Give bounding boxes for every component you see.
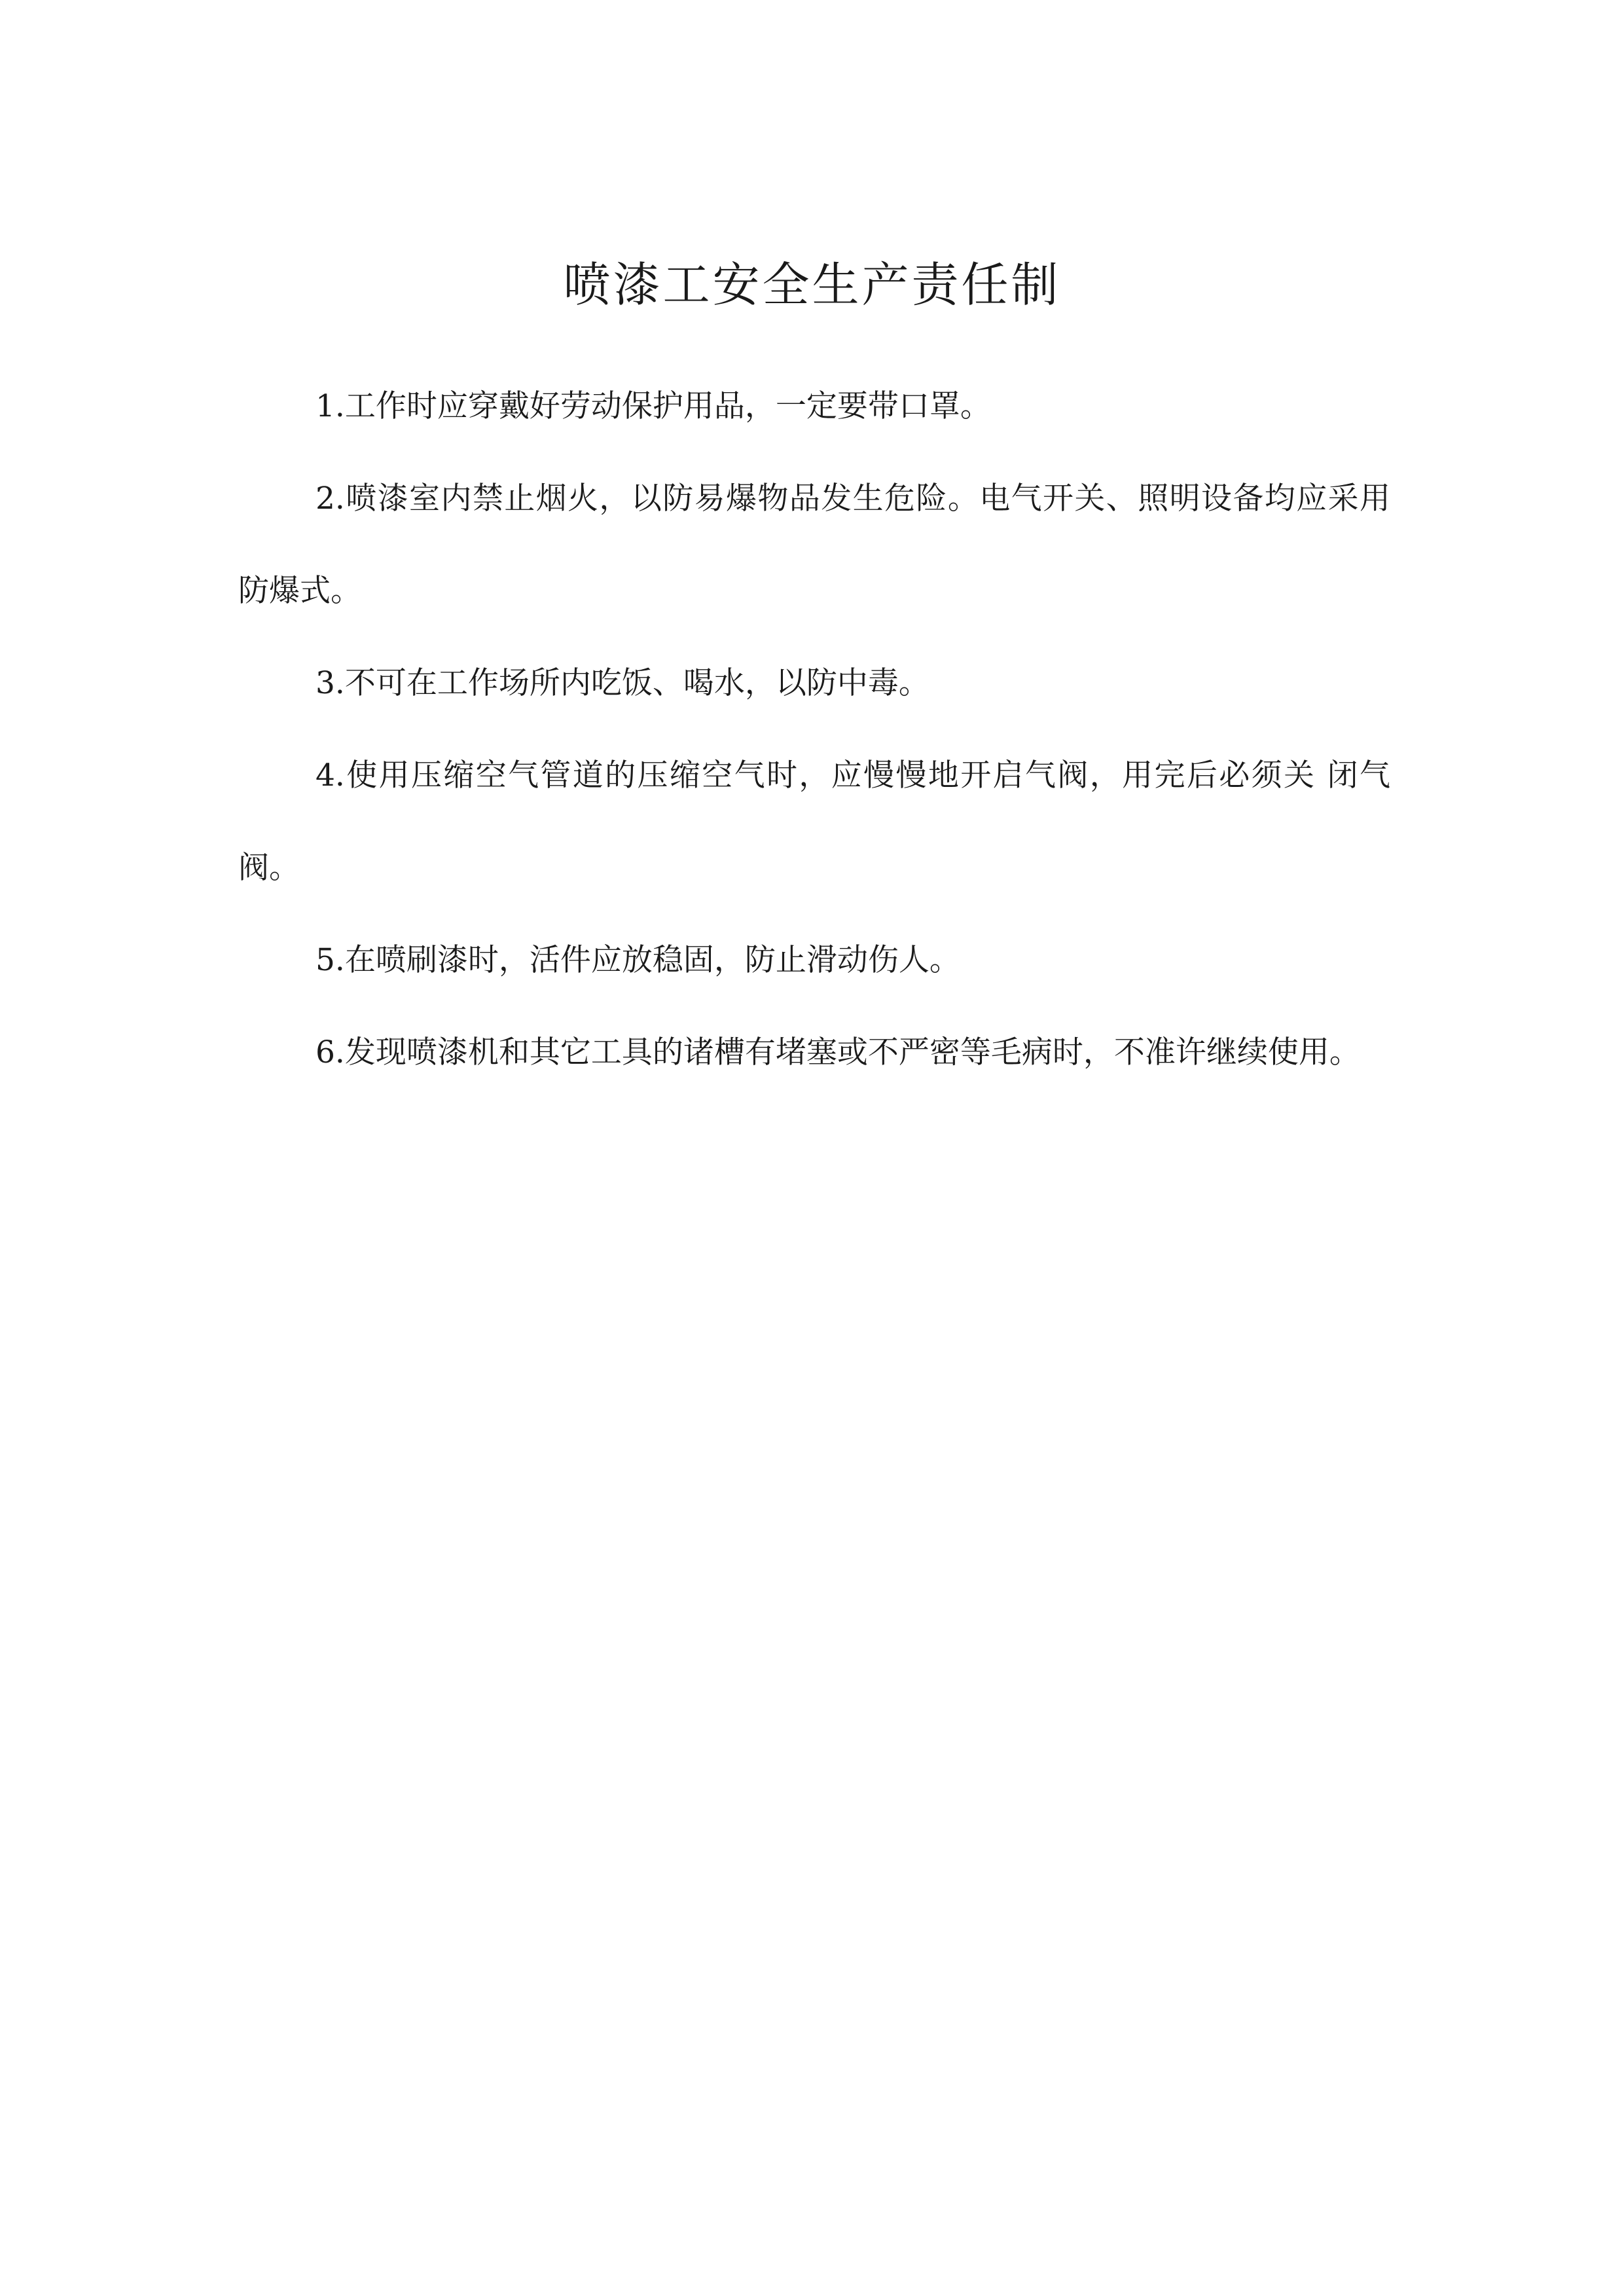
paragraph-6: 6.发现喷漆机和其它工具的诸槽有堵塞或不严密等毛病时，不准许继续使用。 bbox=[316, 1034, 1360, 1070]
document-body bbox=[238, 360, 1390, 1099]
document-title: 喷漆工安全生产责任制 bbox=[563, 257, 1061, 312]
paragraph-2: 2.喷漆室内禁止烟火，以防易爆物品发生危险。电气开关、照明设备均应采用防爆式。 bbox=[238, 481, 1390, 609]
paragraph-4: 4.使用压缩空气管道的压缩空气时，应慢慢地开启气阀，用完后必须关 闭气阀。 bbox=[238, 757, 1390, 886]
paragraph-1: 1.工作时应穿戴好劳动保护用品，一定要带口罩。 bbox=[316, 388, 991, 424]
paragraph-3: 3.不可在工作场所内吃饭、喝水，以防中毒。 bbox=[316, 665, 929, 701]
paragraph-5: 5.在喷刷漆时，活件应放稳固，防止滑动伤人。 bbox=[316, 942, 960, 978]
